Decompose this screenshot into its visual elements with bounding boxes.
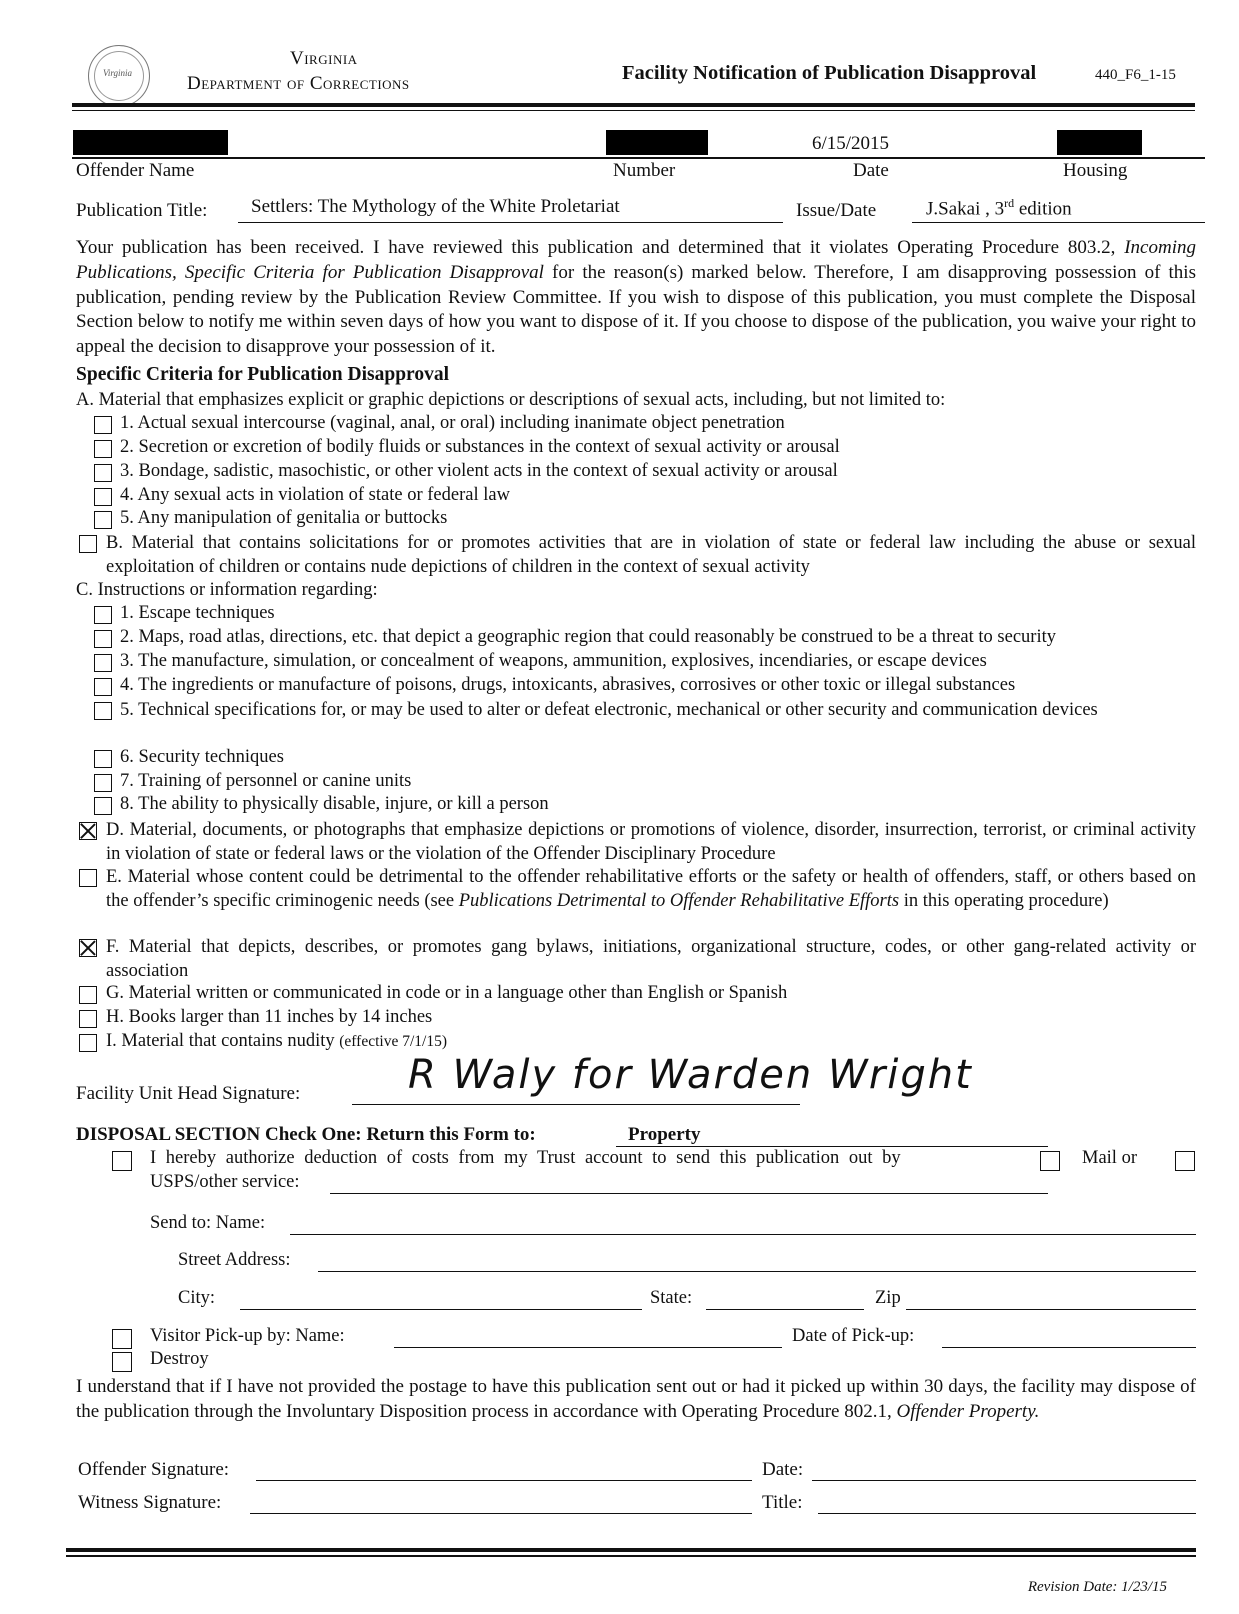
zip-line[interactable] <box>906 1309 1196 1310</box>
city-label: City: <box>178 1288 216 1308</box>
redacted-housing <box>1057 130 1142 155</box>
form-code: 440_F6_1-15 <box>1095 67 1176 83</box>
facility-head-signature-line <box>352 1104 800 1105</box>
doc-seal-logo <box>88 45 150 107</box>
pickup-date-label: Date of Pick-up: <box>792 1326 915 1346</box>
authorize-text: I hereby authorize deduction of costs from my Trust account to send this publication out by <box>150 1148 901 1168</box>
checkbox-destroy[interactable] <box>112 1352 132 1372</box>
criterion-i-note: (effective 7/1/15) <box>339 1033 447 1050</box>
issue-value-text: J.Sakai , 3 <box>926 198 1005 220</box>
criterion-a-label: A. Material that emphasizes explicit or graphic depictions or descriptions of sexual acts, including, but not limited to: <box>76 390 946 410</box>
criterion-i-main: I. Material that contains nudity <box>106 1031 335 1051</box>
handwritten-signature[interactable]: R Waly for Warden Wright <box>408 1052 973 1098</box>
criterion-c4-text: 4. The ingredients or manufacture of poisons, drugs, intoxicants, abrasives, corrosives or other toxic or illegal substances <box>120 675 1016 695</box>
checkbox-f-checked[interactable] <box>79 939 97 957</box>
criterion-e-text-a: E. Material whose content could be detrimental to the offender rehabilitative efforts or the safety or health of offenders, staff, or others based on the offender’s specific criminogenic needs (see <box>106 867 1196 911</box>
offender-info-rule <box>72 157 1205 159</box>
checkbox-e[interactable] <box>79 869 97 887</box>
offender-name-label: Offender Name <box>76 160 195 181</box>
checkbox-c2[interactable] <box>94 630 112 648</box>
issue-date-value[interactable] <box>926 196 1072 220</box>
seal-text: Virginia <box>103 68 132 78</box>
footer-rule-thick <box>66 1548 1196 1552</box>
date-value[interactable]: 6/15/2015 <box>812 133 890 154</box>
mail-label: Mail or <box>1082 1148 1137 1168</box>
checkbox-d-checked[interactable] <box>79 822 97 840</box>
checkbox-g[interactable] <box>79 986 97 1004</box>
criterion-e-italic: Publications Detrimental to Offender Rehabilitative Efforts <box>458 890 900 911</box>
checkbox-c1[interactable] <box>94 606 112 624</box>
send-to-name-line[interactable] <box>290 1234 1196 1235</box>
state-line[interactable] <box>706 1309 864 1310</box>
checkbox-a3[interactable] <box>94 464 112 482</box>
issue-date-label: Issue/Date <box>796 200 877 221</box>
offender-date-line[interactable] <box>812 1480 1196 1481</box>
number-label: Number <box>613 160 676 181</box>
criterion-e-text-b: in this operating procedure) <box>899 890 1109 911</box>
checkbox-a2[interactable] <box>94 440 112 458</box>
publication-title-line <box>238 222 783 223</box>
offender-signature-label: Offender Signature: <box>78 1459 230 1480</box>
destroy-label: Destroy <box>150 1349 209 1369</box>
street-address-line[interactable] <box>318 1271 1196 1272</box>
criteria-heading: Specific Criteria for Publication Disapproval <box>76 364 450 385</box>
dept-name-line1: Virginia <box>290 48 358 69</box>
state-label: State: <box>650 1288 693 1308</box>
witness-title-line[interactable] <box>818 1513 1196 1514</box>
issue-date-line <box>912 222 1205 223</box>
checkbox-c3[interactable] <box>94 654 112 672</box>
criterion-c3-text: 3. The manufacture, simulation, or concealment of weapons, ammunition, explosives, incendiaries, or escape devices <box>120 651 987 671</box>
header-rule <box>72 103 1195 107</box>
checkbox-usps[interactable] <box>1175 1151 1195 1171</box>
criterion-b-text: B. Material that contains solicitations for or promotes activities that are in violation of state or federal law including the abuse or sexual exploitation of children or contains nude depictions of children in the context of sexual activity <box>106 533 1196 577</box>
pickup-date-line[interactable] <box>942 1347 1196 1348</box>
form-title: Facility Notification of Publication Disapproval <box>622 62 1037 84</box>
criterion-a2-text: 2. Secretion or excretion of bodily fluids or substances in the context of sexual activity or arousal <box>120 437 840 457</box>
checkbox-c5[interactable] <box>94 702 112 720</box>
intro-text-1: Your publication has been received. I have reviewed this publication and determined that it violates Operating Procedure 803.2, <box>76 237 1125 258</box>
visitor-pickup-label: Visitor Pick-up by: Name: <box>150 1326 345 1346</box>
criterion-e-text <box>106 866 1196 913</box>
header-rule-thin <box>72 110 1195 111</box>
criterion-a1-text: 1. Actual sexual intercourse (vaginal, anal, or oral) including inanimate object penetration <box>120 413 785 433</box>
criterion-f-text: F. Material that depicts, describes, or promotes gang bylaws, initiations, organizational structure, codes, or other gang-related activity or association <box>106 937 1196 981</box>
city-line[interactable] <box>240 1309 642 1310</box>
witness-signature-line[interactable] <box>250 1513 752 1514</box>
checkbox-b[interactable] <box>79 535 97 553</box>
understand-paragraph <box>76 1375 1196 1424</box>
intro-text-2: for the reason(s) marked below. Therefore, I am disapproving possession of this publication, pending review by the Publication Review Committee. If you wish to dispose of this publication, you must complete the Disposal Section below to notify me within seven days of how you want to dispose of it. If you choose to dispose of the publication, you waive your right to appeal the decision to disapprove your possession of it. <box>76 261 1196 358</box>
criterion-c1-text: 1. Escape techniques <box>120 603 275 623</box>
checkbox-authorize-mail[interactable] <box>112 1151 132 1171</box>
criterion-g-text: G. Material written or communicated in code or in a language other than English or Spanish <box>106 983 788 1003</box>
housing-label: Housing <box>1063 160 1128 181</box>
criterion-c6-text: 6. Security techniques <box>120 747 284 767</box>
date-label: Date <box>853 160 889 181</box>
criterion-i-text <box>106 1031 447 1052</box>
checkbox-visitor-pickup[interactable] <box>112 1329 132 1349</box>
criterion-h-text: H. Books larger than 11 inches by 14 inches <box>106 1007 433 1027</box>
usps-line[interactable] <box>330 1193 1048 1194</box>
checkbox-a1[interactable] <box>94 416 112 434</box>
checkbox-mail[interactable] <box>1040 1151 1060 1171</box>
revision-date: Revision Date: 1/23/15 <box>1027 1579 1167 1595</box>
usps-label: USPS/other service: <box>150 1172 300 1192</box>
checkbox-c4[interactable] <box>94 678 112 696</box>
checkbox-c8[interactable] <box>94 797 112 815</box>
dept-name-line2: Department of Corrections <box>187 73 410 94</box>
intro-paragraph <box>76 236 1196 360</box>
publication-title-label: Publication Title: <box>76 200 208 221</box>
understand-italic: Offender Property. <box>896 1400 1040 1422</box>
footer-rule-thin <box>66 1555 1196 1557</box>
checkbox-c6[interactable] <box>94 750 112 768</box>
disposal-heading: DISPOSAL SECTION Check One: Return this Form to: <box>76 1124 536 1145</box>
street-address-label: Street Address: <box>178 1250 291 1270</box>
criterion-a3-text: 3. Bondage, sadistic, masochistic, or other violent acts in the context of sexual activity or arousal <box>120 461 838 481</box>
redacted-offender-number <box>606 130 708 155</box>
criterion-c5-text: 5. Technical specifications for, or may be used to alter or defeat electronic, mechanical or other security and communication devices <box>120 700 1098 720</box>
criterion-a4-text: 4. Any sexual acts in violation of state or federal law <box>120 485 510 505</box>
criterion-c7-text: 7. Training of personnel or canine units <box>120 771 412 791</box>
offender-date-label: Date: <box>762 1459 804 1480</box>
understand-text: I understand that if I have not provided the postage to have this publication sent out or had it picked up within 30 days, the facility may dispose of the publication through the Involuntary Disposition process in accordance with Operating Procedure 802.1, <box>76 1376 1196 1422</box>
redacted-offender-name <box>73 130 228 155</box>
intro-text-italic: Incoming Publications, Specific Criteria for Publication Disapproval <box>76 237 1196 283</box>
witness-signature-label: Witness Signature: <box>78 1492 222 1513</box>
issue-value-end: edition <box>1014 198 1072 220</box>
visitor-name-line[interactable] <box>394 1347 782 1348</box>
checkbox-a5[interactable] <box>94 511 112 529</box>
facility-head-signature-label: Facility Unit Head Signature: <box>76 1083 301 1104</box>
criterion-d-text: D. Material, documents, or photographs that emphasize depictions or promotions of violence, disorder, insurrection, terrorist, or criminal activity in violation of state or federal laws or the violation of the Offender Disciplinary Procedure <box>106 820 1196 864</box>
send-to-name-label: Send to: Name: <box>150 1213 266 1233</box>
return-to-line <box>616 1146 1048 1147</box>
offender-signature-line[interactable] <box>256 1480 752 1481</box>
publication-title-value[interactable]: Settlers: The Mythology of the White Proletariat <box>251 196 620 217</box>
issue-value-sup: rd <box>1004 196 1015 210</box>
criterion-c8-text: 8. The ability to physically disable, injure, or kill a person <box>120 794 549 814</box>
return-to-value[interactable]: Property <box>628 1124 701 1145</box>
checkbox-c7[interactable] <box>94 774 112 792</box>
checkbox-i[interactable] <box>79 1034 97 1052</box>
criterion-a5-text: 5. Any manipulation of genitalia or buttocks <box>120 508 448 528</box>
witness-title-label: Title: <box>762 1492 803 1513</box>
criterion-c2-text: 2. Maps, road atlas, directions, etc. that depict a geographic region that could reasonably be construed to be a threat to security <box>120 627 1056 647</box>
zip-label: Zip <box>875 1288 901 1308</box>
checkbox-h[interactable] <box>79 1010 97 1028</box>
criterion-c-label: C. Instructions or information regarding: <box>76 580 378 600</box>
checkbox-a4[interactable] <box>94 488 112 506</box>
